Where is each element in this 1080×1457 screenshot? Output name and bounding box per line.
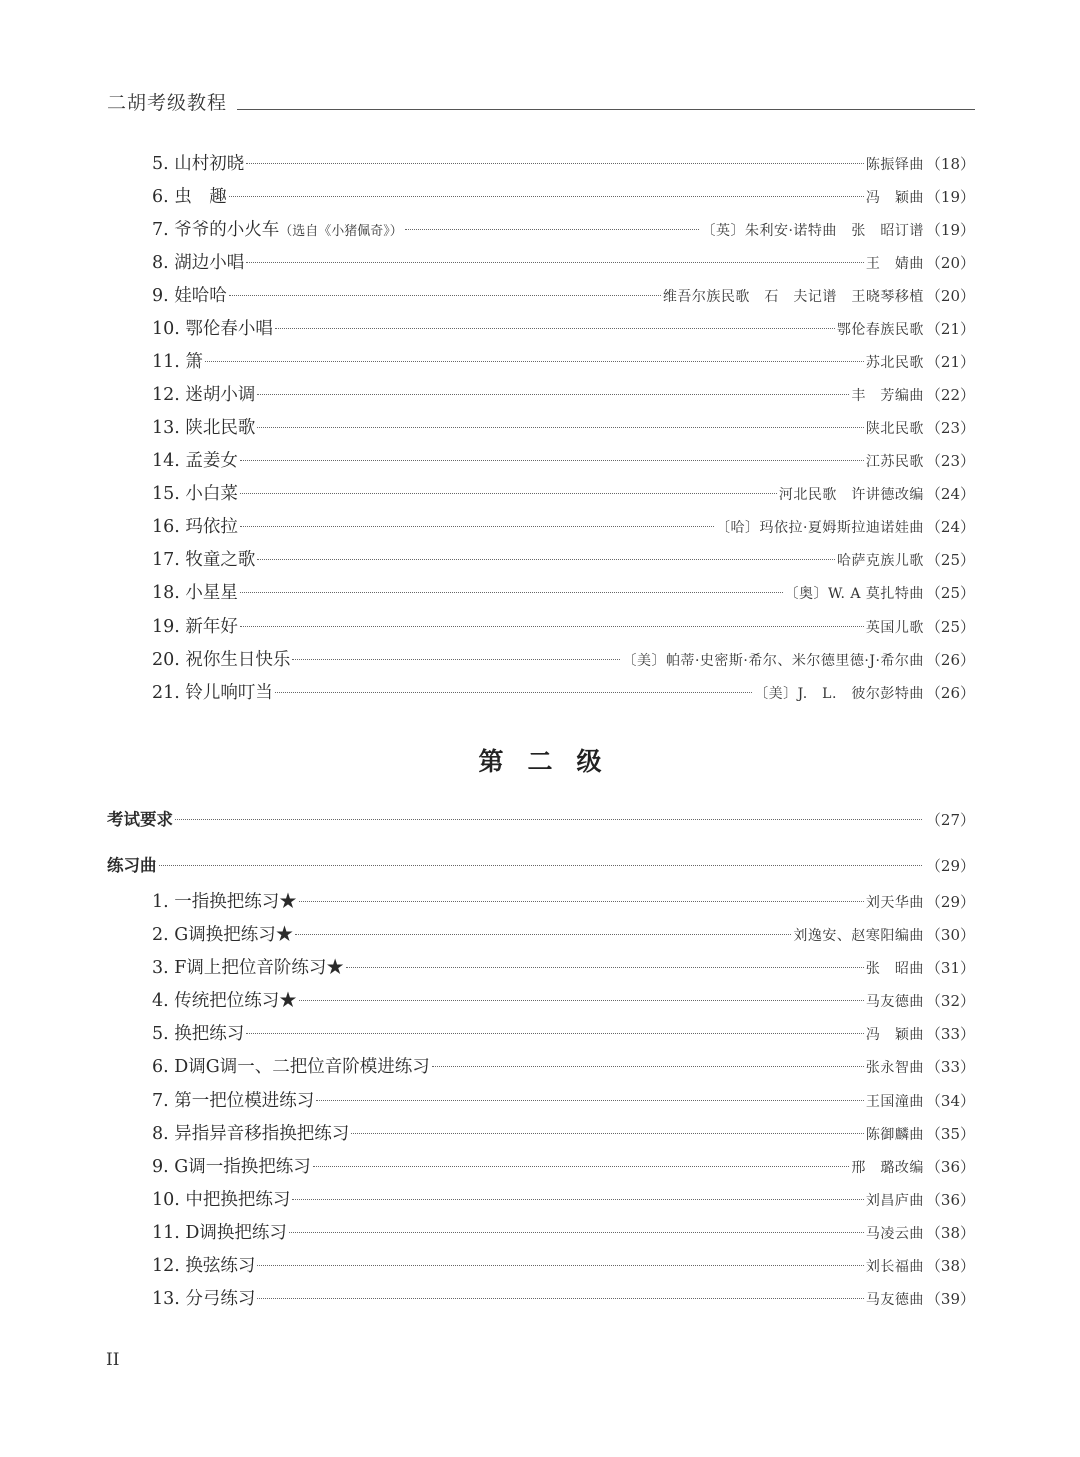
toc-entry[interactable] [152, 249, 975, 277]
toc-section-title: 考试要求 [107, 810, 173, 829]
running-header [107, 88, 975, 114]
toc-entry[interactable] [152, 613, 975, 641]
toc-entry-page: （22） [925, 386, 975, 404]
toc-entry-note: （选自《小猪佩奇》） [279, 224, 403, 239]
toc-entry-author: 河北民歌 许讲德改编 [778, 487, 924, 503]
toc-entry[interactable] [152, 679, 975, 707]
toc-entry[interactable] [152, 646, 975, 674]
dot-leader [299, 901, 864, 902]
toc-entry-title: 8. 异指异音移指换把练习 [152, 1124, 350, 1144]
toc-entry-title: 20. 祝你生日快乐 [152, 650, 291, 670]
toc-entry-title: 12. 换弦练习 [152, 1256, 256, 1276]
toc-entry-title: 18. 小星星 [152, 583, 238, 603]
toc-entry-title: 9. G调一指换把练习 [152, 1157, 311, 1177]
toc-entry-author: 张 昭曲 [865, 961, 924, 977]
toc-entry-author: 王国潼曲 [865, 1094, 924, 1110]
toc-entry-page: （39） [925, 1290, 975, 1308]
toc-entry-title: 10. 鄂伦春小唱 [152, 319, 273, 339]
dot-leader [175, 819, 922, 820]
toc-entry[interactable] [152, 381, 975, 409]
dot-leader [257, 1298, 864, 1299]
toc-entry-title: 1. 一指换把练习★ [152, 892, 297, 912]
toc-entry[interactable] [152, 1053, 975, 1081]
toc-entry-title: 8. 湖边小唱 [152, 253, 245, 273]
toc-entry-title: 6. D调G调一、二把位音阶模进练习 [152, 1057, 430, 1077]
toc-entry[interactable] [152, 1186, 975, 1214]
dot-leader [292, 659, 620, 660]
section-heading: 第二级 [478, 747, 626, 776]
toc-entry-author: 刘天华曲 [865, 895, 924, 911]
toc-entry-title: 11. 箫 [152, 352, 203, 372]
toc-entry-author: 邢 璐改编 [851, 1160, 924, 1176]
toc-entry-page: （29） [925, 893, 975, 911]
toc-entry-title: 10. 中把换把练习 [152, 1190, 291, 1210]
dot-leader [289, 1232, 864, 1233]
toc-entry-page: （20） [925, 287, 975, 305]
toc-entry-title: 7. 第一把位模进练习 [152, 1091, 315, 1111]
toc-entry-title: 15. 小白菜 [152, 484, 238, 504]
dot-leader [405, 229, 700, 230]
dot-leader [313, 1166, 850, 1167]
toc-entry-author: 鄂伦春族民歌 [836, 322, 924, 338]
dot-leader [240, 526, 714, 527]
toc-entry-page: （29） [925, 857, 975, 875]
dot-leader [257, 1265, 864, 1266]
toc-entry-author: 哈萨克族儿歌 [836, 553, 924, 569]
toc-entry-author: 陕北民歌 [865, 421, 924, 437]
toc-entry[interactable] [152, 1120, 975, 1148]
toc-entry-page: （25） [925, 584, 975, 602]
toc-entry-author: 陈振铎曲 [865, 157, 924, 173]
toc-entry-title: 9. 娃哈哈 [152, 286, 227, 306]
dot-leader [295, 934, 791, 935]
toc-entry-page: （27） [925, 811, 975, 829]
dot-leader [292, 1199, 864, 1200]
toc-entry-author: 刘昌庐曲 [865, 1193, 924, 1209]
dot-leader [240, 460, 864, 461]
toc-entry[interactable] [152, 1020, 975, 1048]
header-rule [237, 109, 975, 110]
toc-entry[interactable] [152, 315, 975, 343]
toc-entry-author: 苏北民歌 [865, 355, 924, 371]
dot-leader [229, 196, 864, 197]
toc-entry[interactable] [152, 1252, 975, 1280]
toc-entry-page: （18） [925, 155, 975, 173]
toc-entry-author: 〔奥〕W. A 莫扎特曲 [784, 586, 924, 602]
dot-leader [346, 967, 864, 968]
book-title: 二胡考级教程 [107, 92, 228, 114]
toc-entry-author: 英国儿歌 [865, 620, 924, 636]
toc-entry-page: （24） [925, 518, 975, 536]
toc-entry-page: （35） [925, 1125, 975, 1143]
toc-entry-title: 17. 牧童之歌 [152, 550, 256, 570]
toc-entry-title: 12. 迷胡小调 [152, 385, 256, 405]
toc-entry-page: （23） [925, 452, 975, 470]
toc-entry-author: 王 婧曲 [865, 256, 924, 272]
toc-entry-title: 5. 换把练习 [152, 1024, 245, 1044]
toc-entry-author: 冯 颖曲 [865, 190, 924, 206]
toc-entry-title: 2. G调换把练习★ [152, 925, 294, 945]
dot-leader [316, 1100, 864, 1101]
toc-entry-page: （19） [925, 221, 975, 239]
toc-entry[interactable] [152, 1153, 975, 1181]
toc-entry-title: 13. 分弓练习 [152, 1289, 256, 1309]
toc-entry[interactable] [152, 921, 975, 949]
toc-entry-page: （38） [925, 1224, 975, 1242]
toc-entry[interactable] [152, 348, 975, 376]
toc-entry-author: 冯 颖曲 [865, 1027, 924, 1043]
toc-entry[interactable] [152, 447, 975, 475]
toc-entry-page: （36） [925, 1191, 975, 1209]
dot-leader [229, 295, 661, 296]
dot-leader [351, 1133, 864, 1134]
toc-entry-page: （34） [925, 1092, 975, 1110]
dot-leader [240, 493, 777, 494]
toc-entry-page: （19） [925, 188, 975, 206]
dot-leader [257, 427, 864, 428]
toc-section-entry[interactable] [107, 852, 975, 880]
toc-entry-title: 21. 铃儿响叮当 [152, 683, 273, 703]
toc-section-title: 练习曲 [107, 856, 157, 875]
toc-entry-page: （33） [925, 1058, 975, 1076]
toc-entry[interactable] [152, 513, 975, 541]
toc-section-entry[interactable] [107, 806, 975, 834]
dot-leader [257, 559, 835, 560]
toc-entry[interactable] [152, 888, 975, 916]
toc-entry-title: 6. 虫 趣 [152, 187, 227, 207]
toc-entry[interactable] [152, 282, 975, 310]
toc-entry[interactable] [152, 480, 975, 508]
toc-entry[interactable] [152, 150, 975, 178]
toc-entry[interactable] [152, 414, 975, 442]
toc-entry-page: （26） [925, 651, 975, 669]
toc-entry[interactable] [152, 1219, 975, 1247]
toc-entry-title: 3. F调上把位音阶练习★ [152, 958, 344, 978]
toc-entry-author: 〔哈〕玛依拉·夏姆斯拉迪诺娃曲 [715, 520, 924, 536]
toc-entry-page: （21） [925, 353, 975, 371]
toc-entry-author: 陈御麟曲 [865, 1127, 924, 1143]
toc-entry-author: 张永智曲 [865, 1060, 924, 1076]
dot-leader [240, 592, 783, 593]
toc-entry-page: （31） [925, 959, 975, 977]
toc-entry[interactable] [152, 987, 975, 1015]
toc-entry[interactable] [152, 183, 975, 211]
toc-entry-page: （24） [925, 485, 975, 503]
dot-leader [159, 865, 922, 866]
dot-leader [275, 692, 752, 693]
toc-entry[interactable] [152, 546, 975, 574]
toc-entry-title: 4. 传统把位练习★ [152, 991, 297, 1011]
toc-entry-title: 16. 玛依拉 [152, 517, 238, 537]
toc-entry-author: 〔英〕朱利安·诺特曲 张 昭订谱 [701, 223, 924, 239]
toc-entry-author: 〔美〕J. L. 彼尔彭特曲 [754, 686, 924, 702]
toc-entry[interactable] [152, 1087, 975, 1115]
toc-entry-title: 19. 新年好 [152, 617, 238, 637]
toc-entry-title: 7. 爷爷的小火车 [152, 220, 280, 240]
toc-entry-author: 马友德曲 [865, 1292, 924, 1308]
toc-entry-page: （38） [925, 1257, 975, 1275]
toc-entry-author: 江苏民歌 [865, 454, 924, 470]
toc-entry-author: 维吾尔族民歌 石 夫记谱 王晓琴移植 [662, 289, 924, 305]
toc-entry-page: （33） [925, 1025, 975, 1043]
dot-leader [240, 626, 864, 627]
toc-entry-title: 13. 陕北民歌 [152, 418, 256, 438]
toc-entry-page: （21） [925, 320, 975, 338]
toc-entry-author: 刘长福曲 [865, 1259, 924, 1275]
toc-entry-title: 14. 孟姜女 [152, 451, 238, 471]
toc-entry-author: 刘逸安、赵寒阳编曲 [793, 928, 924, 944]
dot-leader [205, 361, 864, 362]
toc-entry-page: （25） [925, 618, 975, 636]
toc-entry[interactable] [152, 954, 975, 982]
dot-leader [275, 328, 835, 329]
dot-leader [246, 1033, 864, 1034]
toc-entry-author: 〔美〕帕蒂·史密斯·希尔、米尔德里德·J·希尔曲 [622, 653, 924, 669]
dot-leader [432, 1066, 864, 1067]
toc-entry-page: （23） [925, 419, 975, 437]
toc-entry-author: 马友德曲 [865, 994, 924, 1010]
toc-entry-page: （32） [925, 992, 975, 1010]
toc-entry-page: （36） [925, 1158, 975, 1176]
page-number: II [106, 1350, 120, 1370]
dot-leader [257, 394, 849, 395]
toc-entry[interactable] [152, 216, 975, 244]
toc-entry-page: （20） [925, 254, 975, 272]
toc-entry[interactable] [152, 1285, 975, 1313]
dot-leader [299, 1000, 864, 1001]
toc-entry-author: 丰 芳编曲 [851, 388, 924, 404]
dot-leader [246, 163, 864, 164]
dot-leader [246, 262, 864, 263]
toc-entry-page: （30） [925, 926, 975, 944]
toc-entry-title: 11. D调换把练习 [152, 1223, 287, 1243]
toc-entry-page: （26） [925, 684, 975, 702]
toc-entry[interactable] [152, 579, 975, 607]
toc-entry-title: 5. 山村初晓 [152, 154, 245, 174]
toc-entry-page: （25） [925, 551, 975, 569]
toc-entry-author: 马凌云曲 [865, 1226, 924, 1242]
